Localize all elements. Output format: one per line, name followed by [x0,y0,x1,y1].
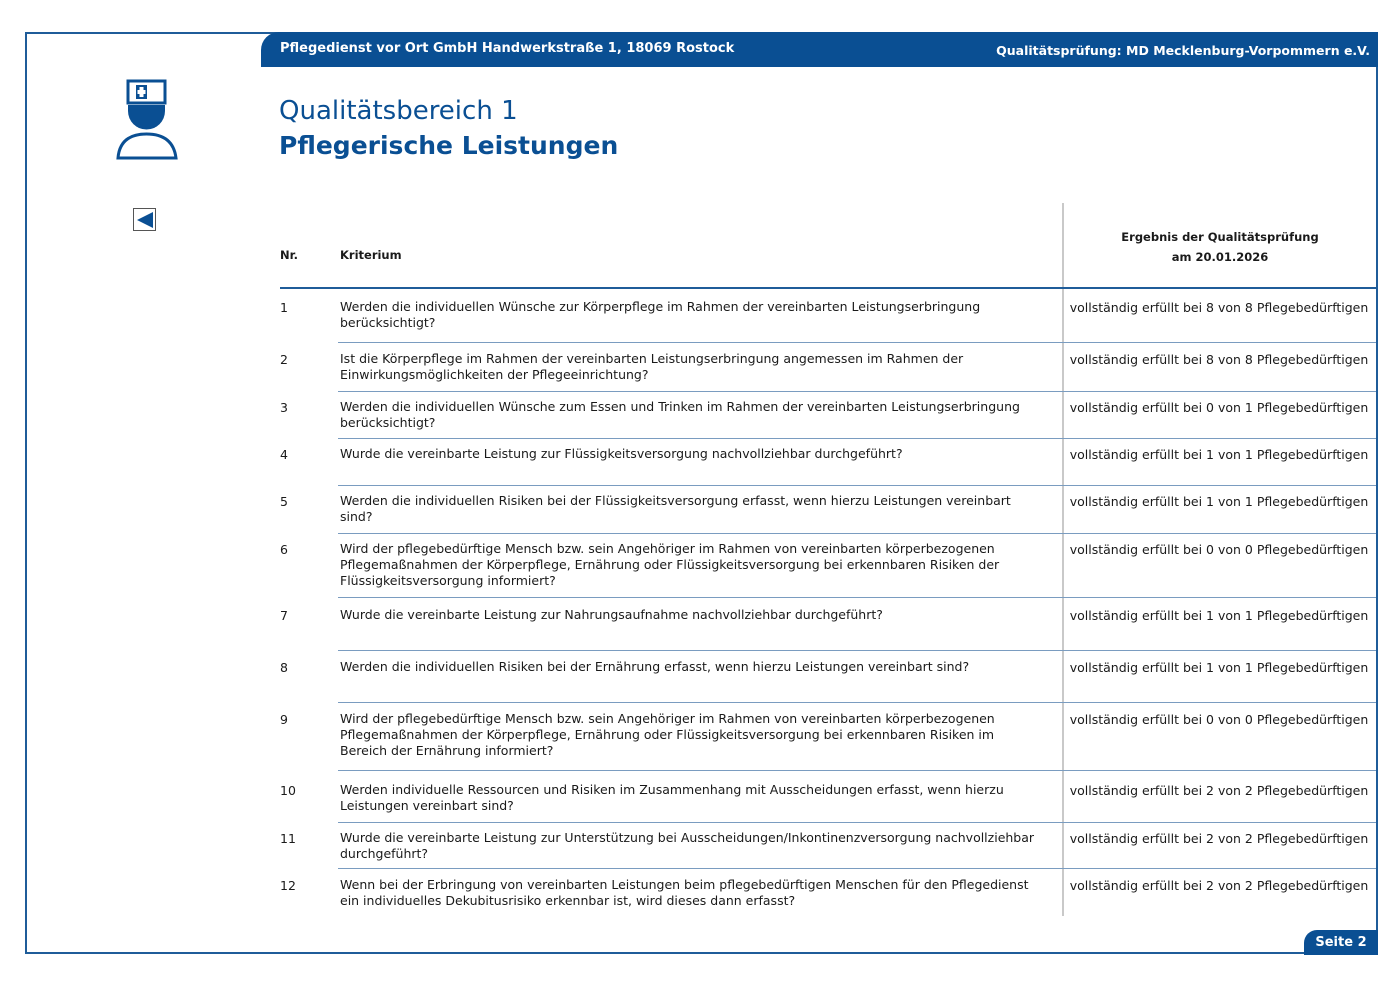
row-divider [338,342,1376,343]
column-header-nr: Nr. [280,248,299,262]
table-row-criterion: Werden die individuellen Wünsche zum Essen und Trinken im Rahmen der vereinbarten Leistungserbringung berücksichtigt? [340,399,1020,430]
row-divider [338,597,1376,598]
page-number: Seite 2 [1304,930,1378,955]
section-title: Pflegerische Leistungen [279,131,619,160]
table-row-criterion: Wurde die vereinbarte Leistung zur Unterstützung bei Ausscheidungen/Inkontinenzversorgung nachvollziehbar durchgeführt? [340,830,1035,861]
table-row-nr: 4 [280,447,288,462]
table-row-result: vollständig erfüllt bei 0 von 1 Pflegebedürftigen [1069,400,1369,415]
table-row-nr: 12 [280,878,296,893]
table-row-nr: 3 [280,400,288,415]
table-row-result: vollständig erfüllt bei 0 von 0 Pflegebedürftigen [1069,542,1369,557]
row-divider [338,770,1376,771]
row-divider [338,650,1376,651]
table-row-criterion: Wurde die vereinbarte Leistung zur Flüssigkeitsversorgung nachvollziehbar durchgeführt? [340,446,903,461]
column-header-result-title: Ergebnis der Qualitätsprüfung [1121,230,1319,244]
header-bar [261,32,1378,67]
column-header-result-date: am 20.01.2026 [1171,250,1269,264]
table-row-nr: 9 [280,712,288,727]
row-divider [338,438,1376,439]
table-row-criterion: Werden die individuellen Risiken bei der Flüssigkeitsversorgung erfasst, wenn hierzu Leistungen vereinbart sind? [340,493,1011,524]
table-row-criterion: Wird der pflegebedürftige Mensch bzw. sein Angehöriger im Rahmen von vereinbarten körperbezogenen Pflegemaßnahmen der Körperpflege, Ernährung oder Flüssigkeitsversorgung bei erkennbaren Risiken der Flüssigkeitsversorgung informiert? [340,541,1000,588]
table-row-criterion: Werden individuelle Ressourcen und Risiken im Zusammenhang mit Ausscheidungen erfasst, wenn hierzu Leistungen vereinbart sind? [340,782,1004,813]
table-row-criterion: Wurde die vereinbarte Leistung zur Nahrungsaufnahme nachvollziehbar durchgeführt? [340,607,883,622]
table-row-nr: 8 [280,660,288,675]
table-row-result: vollständig erfüllt bei 1 von 1 Pflegebedürftigen [1069,608,1369,623]
provider-address: Pflegedienst vor Ort GmbH Handwerkstraße 1, 18069 Rostock [280,41,735,56]
row-divider [338,702,1376,703]
column-header-criterion: Kriterium [340,248,402,262]
table-row-result: vollständig erfüllt bei 2 von 2 Pflegebedürftigen [1069,831,1369,846]
column-header-result [1064,227,1376,267]
table-row-result: vollständig erfüllt bei 1 von 1 Pflegebedürftigen [1069,447,1369,462]
table-row-criterion: Wenn bei der Erbringung von vereinbarten Leistungen beim pflegebedürftigen Menschen für den Pflegedienst ein individuelles Dekubitusrisiko erkennbar ist, wird dieses dann erfasst? [340,877,1029,908]
table-row-nr: 5 [280,494,288,509]
table-row-criterion: Wird der pflegebedürftige Mensch bzw. sein Angehöriger im Rahmen von vereinbarten körperbezogenen Pflegemaßnahmen der Körperpflege, Ernährung oder Flüssigkeitsversorgung bei erkennbaren Risiken im Bereich der Ernährung informiert? [340,711,995,758]
table-row-nr: 11 [280,831,296,846]
table-row-result: vollständig erfüllt bei 8 von 8 Pflegebedürftigen [1069,300,1369,315]
examiner-label: Qualitätsprüfung: MD Mecklenburg-Vorpommern e.V. [996,43,1370,58]
table-row-result: vollständig erfüllt bei 8 von 8 Pflegebedürftigen [1069,352,1369,367]
table-header-divider [280,287,1376,289]
row-divider [338,533,1376,534]
row-divider [338,822,1376,823]
table-row-result: vollständig erfüllt bei 2 von 2 Pflegebedürftigen [1069,783,1369,798]
table-row-nr: 7 [280,608,288,623]
nurse-icon [114,78,180,166]
row-divider [338,868,1376,869]
table-row-nr: 1 [280,300,288,315]
back-arrow-icon [136,211,154,229]
table-row-result: vollständig erfüllt bei 1 von 1 Pflegebedürftigen [1069,660,1369,675]
table-row-result: vollständig erfüllt bei 1 von 1 Pflegebedürftigen [1069,494,1369,509]
table-row-criterion: Werden die individuellen Wünsche zur Körperpflege im Rahmen der vereinbarten Leistungserbringung berücksichtigt? [340,299,981,330]
table-row-nr: 2 [280,352,288,367]
table-row-criterion: Werden die individuellen Risiken bei der Ernährung erfasst, wenn hierzu Leistungen vereinbart sind? [340,659,970,674]
back-button[interactable] [133,208,156,231]
table-row-criterion: Ist die Körperpflege im Rahmen der vereinbarten Leistungserbringung angemessen im Rahmen der Einwirkungsmöglichkeiten der Pflegeeinrichtung? [340,351,964,382]
table-row-nr: 6 [280,542,288,557]
section-number: Qualitätsbereich 1 [279,96,518,126]
row-divider [338,485,1376,486]
table-row-result: vollständig erfüllt bei 2 von 2 Pflegebedürftigen [1069,878,1369,893]
row-divider [338,391,1376,392]
table-row-nr: 10 [280,783,296,798]
table-row-result: vollständig erfüllt bei 0 von 0 Pflegebedürftigen [1069,712,1369,727]
